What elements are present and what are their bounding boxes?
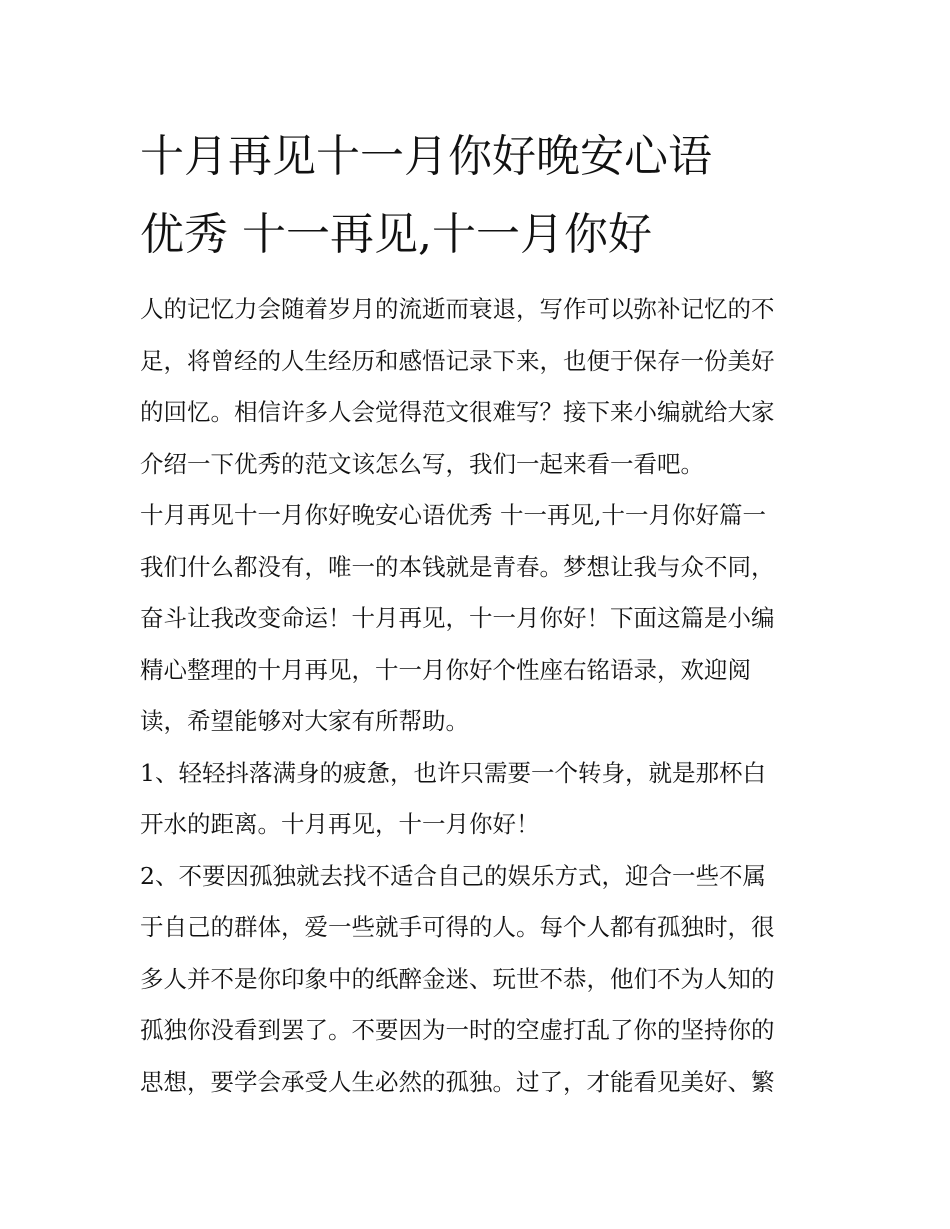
text-line: 介绍一下优秀的范文该怎么写，我们一起来看一看吧。 <box>140 449 704 478</box>
text-line: 1、轻轻抖落满身的疲惫，也许只需要一个转身，就是那杯白 <box>140 758 766 787</box>
section-heading <box>140 490 812 542</box>
text-line: 2、不要因孤独就去找不适合自己的娱乐方式，迎合一些不属 <box>140 861 766 890</box>
body-paragraph <box>140 542 812 748</box>
text-line: 十月再见十一月你好晚安心语优秀 十一再见,十一月你好篇一 <box>140 501 766 529</box>
title-spacer <box>140 274 812 284</box>
text-line: 人的记忆力会随着岁月的流逝而衰退，写作可以弥补记忆的不 <box>140 295 775 323</box>
intro-paragraph <box>140 284 812 490</box>
document-title <box>140 118 812 274</box>
document-content <box>140 118 812 1108</box>
text-line: 足，将曾经的人生经历和感悟记录下来，也便于保存一份美好 <box>140 346 775 375</box>
text-line: 精心整理的十月再见，十一月你好个性座右铭语录，欢迎阅 <box>140 655 751 684</box>
list-item-1 <box>140 748 812 851</box>
text-line: 我们什么都没有，唯一的本钱就是青春。梦想让我与众不同， <box>140 552 775 581</box>
text-line: 多人并不是你印象中的纸醉金迷、玩世不恭，他们不为人知的 <box>140 964 775 993</box>
text-line: 思想，要学会承受人生必然的孤独。过了，才能看见美好、繁 <box>140 1067 775 1096</box>
text-line: 奋斗让我改变命运！十月再见，十一月你好！下面这篇是小编 <box>140 604 775 632</box>
text-line: 开水的距离。十月再见，十一月你好！ <box>140 810 540 838</box>
text-line: 读，希望能够对大家有所帮助。 <box>140 707 469 735</box>
title-line: 十月再见十一月你好晚安心语 <box>140 131 712 182</box>
list-item-2 <box>140 851 812 1109</box>
title-line: 优秀 十一再见,十一月你好 <box>140 209 652 260</box>
text-line: 孤独你没看到罢了。不要因为一时的空虚打乱了你的坚持你的 <box>140 1016 775 1044</box>
text-line: 于自己的群体，爱一些就手可得的人。每个人都有孤独时，很 <box>140 913 775 941</box>
text-line: 的回忆。相信许多人会觉得范文很难写？接下来小编就给大家 <box>140 398 775 426</box>
